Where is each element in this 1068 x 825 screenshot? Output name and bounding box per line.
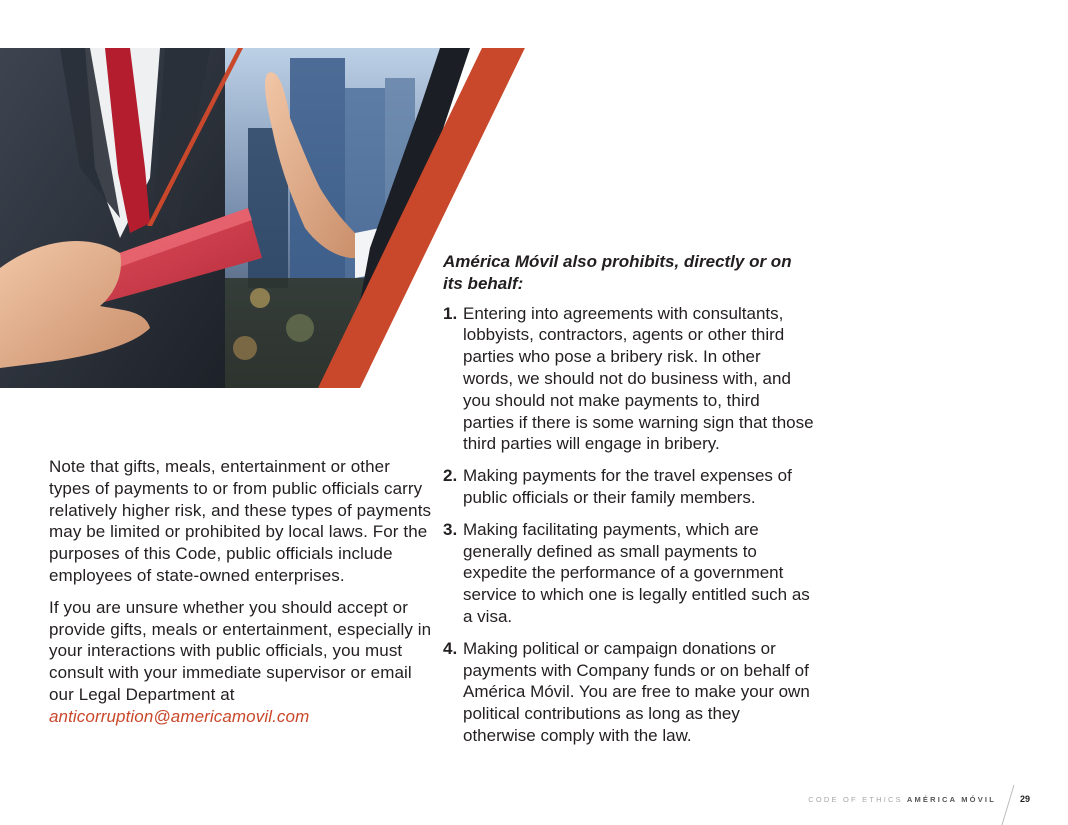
list-item-number: 2. bbox=[443, 466, 458, 486]
consult-text: If you are unsure whether you should accept or provide gifts, meals or entertainment, especially in your interactions with public officials, you must consult with your immediate supervisor or email our Legal Department at bbox=[49, 597, 432, 704]
left-column bbox=[49, 456, 434, 728]
prohibitions-list bbox=[443, 303, 815, 747]
right-column bbox=[443, 251, 815, 757]
footer-brand: AMÉRICA MÓVIL bbox=[906, 794, 996, 804]
list-item bbox=[443, 638, 815, 747]
page-footer bbox=[808, 788, 1030, 810]
gifts-note-paragraph: Note that gifts, meals, entertainment or other types of payments to or from public officials carry relatively higher risk, and these types of payments may be limited or prohibited by local laws. For the purposes of this Code, public officials include employees of state-owned enterprises. bbox=[49, 457, 432, 585]
email-link[interactable]: anticorruption@americamovil.com bbox=[49, 706, 310, 726]
list-item-text: Making political or campaign donations or payments with Company funds or on behalf of América Móvil. You are free to make your own political contributions as long as they otherwise comply with the law. bbox=[463, 638, 810, 745]
list-item bbox=[443, 465, 815, 509]
list-item-number: 4. bbox=[443, 638, 458, 658]
list-item bbox=[443, 303, 815, 456]
consult-paragraph bbox=[49, 597, 434, 728]
list-item-text: Making payments for the travel expenses of public officials or their family members. bbox=[463, 466, 792, 507]
prohibitions-heading: América Móvil also prohibits, directly or on its behalf: bbox=[443, 252, 792, 293]
list-item-number: 3. bbox=[443, 519, 458, 539]
slash-divider-icon bbox=[1000, 785, 1016, 825]
list-item-text: Making facilitating payments, which are generally defined as small payments to expedite the performance of a government service to which one is legally entitled such as a visa. bbox=[463, 519, 810, 626]
list-item-number: 1. bbox=[443, 303, 458, 323]
footer-doc-label: CODE OF ETHICS bbox=[808, 794, 903, 804]
page-number: 29 bbox=[1019, 794, 1030, 804]
list-item bbox=[443, 519, 815, 628]
list-item-text: Entering into agreements with consultants, lobbyists, contractors, agents or other third parties who pose a bribery risk. In other words, we should not do business with, and you should not make payments to, third parties if there is some warning sign that those third parties will engage in bribery. bbox=[463, 303, 814, 454]
